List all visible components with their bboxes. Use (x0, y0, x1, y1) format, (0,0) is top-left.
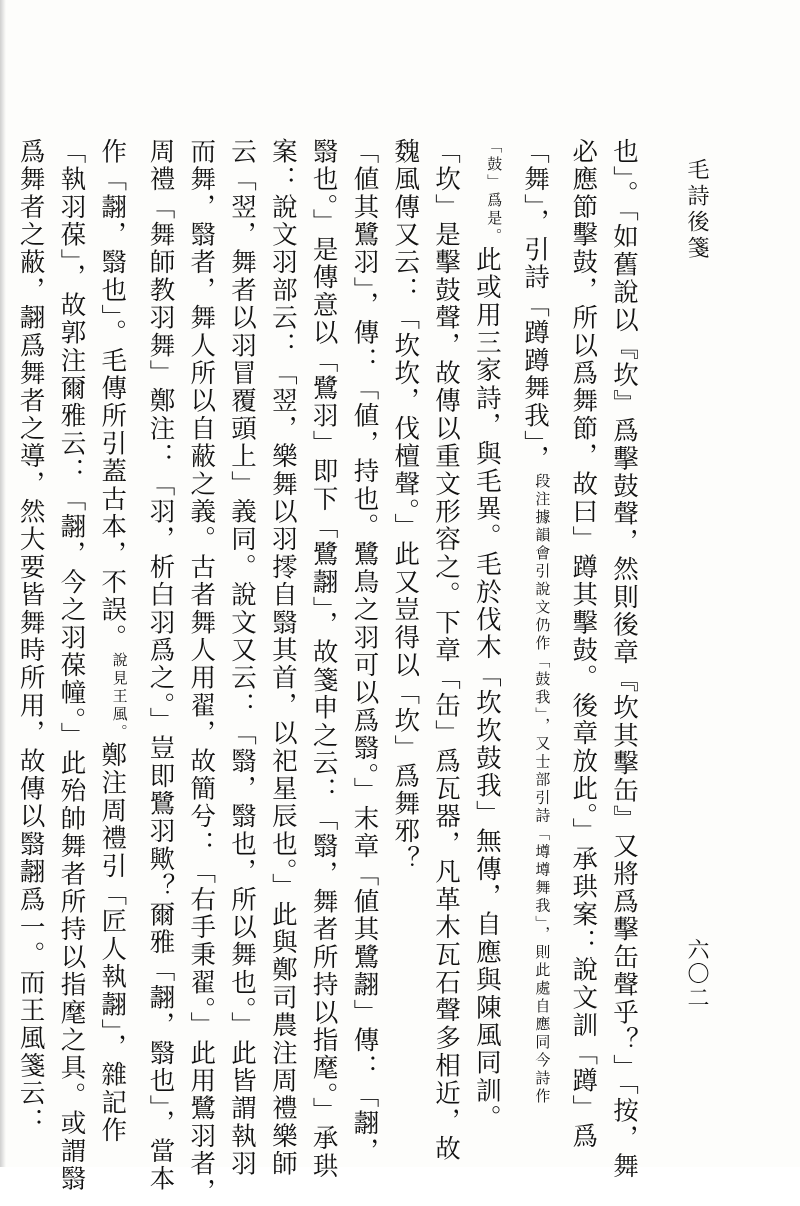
main-text: 案：說文羽部云：「翌，樂舞以羽㩕自翳其首，以祀星辰也。」此與鄭司農注周禮樂師 (267, 138, 298, 1178)
text-column (514, 138, 562, 1106)
main-text: 魏風傳又云：「坎坎，伐檀聲。」此又豈得以「坎」爲舞邪？ (390, 138, 421, 874)
main-text: 翳也。」是傳意以「鷺羽」即下「鷺翿」，故箋申之云：「翳，舞者所持以指麾。」承珙 (308, 138, 339, 1181)
text-column (425, 138, 466, 1163)
text-column (221, 138, 262, 1178)
text-column (562, 138, 603, 1151)
main-text: 周禮「舞師教羽舞」鄭注：「羽，析白羽爲之。」豈即鷺羽歟？爾雅「翿，翳也」，當本 (145, 138, 176, 1193)
main-text: 「舞」，引詩「蹲蹲舞我」， (520, 138, 551, 473)
text-column (51, 138, 92, 1193)
main-text: 云「翌，舞者以羽冒覆頭上」義同。說文又云：「翳，翳也，所以舞也。」此皆謂執羽 (227, 138, 258, 1178)
main-text: 而舞，翳者，舞人所以自蔽之義。古者舞人用翟，故簡兮：「右手秉翟。」此用鷺羽者， (186, 138, 217, 1206)
main-text: 爲舞者之蔽，翿爲舞者之導，然大要皆舞時所用，故傳以翳翿爲一。而王風箋云： (15, 138, 46, 1136)
text-column (603, 138, 644, 1181)
main-text: 鄭注周禮引「匠人執翿」，雜記作 (97, 741, 128, 1145)
running-header-title: 毛詩後箋 (684, 158, 709, 262)
main-text: 「執羽葆」，故郭注爾雅云：「翿，今之羽葆幢。」此殆帥舞者所持以指麾之具。或謂翳 (56, 138, 87, 1193)
main-text: 「坎」是擊鼓聲，故傳以重文形容之。下章「缶」爲瓦器，凡革木瓦石聲多相近，故 (431, 138, 462, 1163)
text-column (303, 138, 344, 1181)
main-text: 也」。「如舊說以『坎』爲擊鼓聲，然則後章『坎其擊缶』又將爲擊缶聲乎？」「按，舞 (609, 138, 639, 1181)
text-column (384, 138, 425, 1058)
vertical-text-block (15, 138, 644, 1206)
text-column (262, 138, 303, 1178)
text-column (344, 138, 385, 1166)
text-column (180, 138, 221, 1206)
main-text: 「値其鷺羽」，傳：「値，持也。鷺鳥之羽可以爲翳。」末章「値其鷺翿」傳：「翿， (349, 138, 380, 1166)
text-column (10, 138, 51, 1136)
page-spine-shadow (0, 0, 6, 1167)
page-number: 六〇二 (684, 938, 709, 1010)
main-text: 作「翿，翳也」。毛傳所引蓋古本，不誤。 (97, 138, 128, 652)
interlinear-note: 說見王風。 (110, 651, 129, 742)
interlinear-note: 「鼓」爲是。 (485, 138, 504, 246)
interlinear-note: 段注據韻會引說文仍作「鼓我」，又士部引詩「壿壿舞我」，則此處自應同今詩作 (533, 472, 552, 1106)
main-text: 此或用三家詩，與毛異。毛於伐木「坎坎鼓我」無傳，自應與陳風同訓。 (471, 246, 502, 1133)
text-column (91, 138, 139, 1145)
text-column (466, 138, 514, 1133)
text-column (140, 138, 181, 1193)
main-text: 必應節擊鼓，所以爲舞節，故曰」蹲其擊鼓。後章放此。」承珙案：說文訓「蹲」爲 (568, 138, 599, 1151)
